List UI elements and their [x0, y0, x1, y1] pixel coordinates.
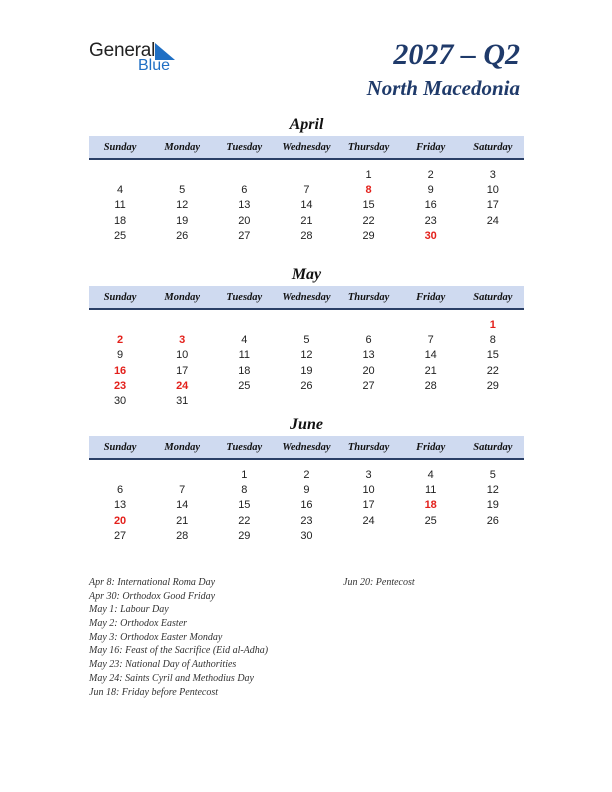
day-cell: 16: [113, 364, 127, 377]
weekday-header: Wednesday: [282, 141, 331, 153]
day-cell: 5: [489, 468, 496, 481]
weekday-header: Monday: [164, 441, 200, 453]
holiday-note: May 23: National Day of Authorities: [89, 659, 237, 671]
week-row: [89, 182, 524, 197]
week-row: [89, 498, 524, 513]
day-cell: 1: [365, 168, 372, 181]
day-cell: 6: [365, 333, 372, 346]
week-row: [89, 348, 524, 363]
day-cell: 26: [486, 514, 499, 527]
day-cell: 11: [114, 199, 126, 212]
calendar-month-june: [89, 416, 524, 543]
day-cell: 1: [489, 318, 496, 331]
day-cell: 26: [300, 379, 313, 392]
calendar-month-may: [89, 266, 524, 409]
day-cell: 17: [486, 199, 499, 212]
day-cell: 22: [486, 364, 499, 377]
day-cell: 13: [362, 349, 375, 362]
day-cell: 22: [238, 514, 251, 527]
week-row: [89, 167, 524, 182]
day-cell: 24: [362, 514, 375, 527]
holiday-note: May 16: Feast of the Sacrifice (Eid al-Adha): [89, 645, 269, 657]
calendar-body: [89, 160, 524, 243]
day-cell: 25: [238, 379, 251, 392]
month-name: June: [290, 416, 323, 433]
day-cell: 3: [489, 168, 496, 181]
weekday-header: Tuesday: [226, 141, 263, 153]
day-cell: 19: [176, 214, 189, 227]
day-cell: 7: [303, 183, 310, 196]
day-cell: 5: [303, 333, 310, 346]
day-cell: 13: [113, 499, 127, 512]
weekday-header: Saturday: [473, 291, 513, 303]
day-cell: 29: [238, 529, 251, 542]
day-cell: 11: [238, 349, 251, 362]
day-cell: 18: [424, 499, 437, 512]
day-cell: 20: [238, 214, 251, 227]
week-row: [89, 393, 524, 408]
holiday-note: Jun 18: Friday before Pentecost: [89, 686, 219, 698]
weekday-header: Wednesday: [282, 441, 331, 453]
day-cell: 29: [486, 379, 499, 392]
week-row: [89, 363, 524, 378]
day-cell: 26: [176, 229, 189, 242]
week-row: [89, 513, 524, 528]
logo: [89, 40, 171, 74]
weekday-header: Friday: [416, 291, 446, 303]
day-cell: 27: [113, 529, 127, 542]
day-cell: 4: [117, 183, 124, 196]
day-cell: 15: [238, 499, 251, 512]
week-row: [89, 467, 524, 482]
day-cell: 29: [362, 229, 375, 242]
day-cell: 2: [117, 333, 124, 346]
holiday-notes-left: [89, 576, 268, 699]
day-cell: 14: [424, 349, 437, 362]
day-cell: 17: [176, 364, 189, 377]
weekday-header: Monday: [164, 141, 200, 153]
day-cell: 10: [176, 349, 189, 362]
weekday-header: Sunday: [103, 441, 137, 453]
month-name: April: [289, 116, 324, 133]
day-cell: 8: [241, 483, 248, 496]
weekday-header: Tuesday: [226, 441, 263, 453]
day-cell: 8: [489, 333, 496, 346]
day-cell: 10: [362, 483, 375, 496]
day-cell: 23: [113, 379, 127, 392]
day-cell: 19: [300, 364, 313, 377]
day-cell: 18: [113, 214, 127, 227]
day-cell: 2: [427, 168, 434, 181]
day-cell: 4: [427, 468, 434, 481]
weekday-header: Friday: [416, 441, 446, 453]
weekday-header: Sunday: [103, 291, 137, 303]
day-cell: 18: [238, 364, 251, 377]
day-cell: 25: [113, 229, 127, 242]
day-cell: 25: [424, 514, 437, 527]
day-cell: 28: [424, 379, 437, 392]
day-cell: 3: [179, 333, 186, 346]
day-cell: 27: [238, 229, 251, 242]
day-cell: 1: [241, 468, 248, 481]
weekday-header: Thursday: [347, 291, 390, 303]
holiday-note: May 24: Saints Cyril and Methodius Day: [89, 672, 254, 684]
day-cell: 28: [300, 229, 313, 242]
day-cell: 19: [486, 499, 499, 512]
day-cell: 20: [113, 514, 127, 527]
day-cell: 15: [362, 199, 375, 212]
day-cell: 11: [424, 483, 437, 496]
calendar-month-april: [89, 116, 524, 243]
day-cell: 24: [176, 379, 189, 392]
day-cell: 23: [300, 514, 313, 527]
holiday-note: Jun 20: Pentecost: [343, 577, 415, 588]
logo-text-blue: Blue: [138, 57, 171, 74]
day-cell: 8: [365, 183, 372, 196]
holiday-note: Apr 30: Orthodox Good Friday: [89, 590, 216, 602]
weekday-header: Sunday: [103, 141, 137, 153]
weekday-header: Friday: [416, 141, 446, 153]
day-cell: 30: [424, 229, 437, 242]
weekday-header: Wednesday: [282, 291, 331, 303]
day-cell: 28: [176, 529, 189, 542]
day-cell: 6: [117, 483, 124, 496]
day-cell: 30: [300, 529, 313, 542]
day-cell: 5: [179, 183, 186, 196]
weekday-header: Thursday: [347, 141, 390, 153]
week-row: [89, 317, 524, 332]
day-cell: 7: [179, 483, 186, 496]
weekday-header: Saturday: [473, 141, 513, 153]
day-cell: 21: [424, 364, 437, 377]
day-cell: 24: [486, 214, 499, 227]
logo-text-general: General: [89, 40, 156, 61]
weekday-header-row: [89, 286, 524, 310]
day-cell: 9: [427, 183, 434, 196]
week-row: [89, 378, 524, 393]
day-cell: 22: [362, 214, 375, 227]
day-cell: 17: [362, 499, 375, 512]
week-row: [89, 332, 524, 347]
day-cell: 9: [303, 483, 310, 496]
holiday-note: May 3: Orthodox Easter Monday: [89, 631, 223, 643]
day-cell: 12: [300, 349, 313, 362]
week-row: [89, 213, 524, 228]
day-cell: 23: [424, 214, 437, 227]
day-cell: 4: [241, 333, 248, 346]
page-title: 2027 – Q2: [393, 38, 520, 71]
holiday-note: Apr 8: International Roma Day: [89, 577, 216, 588]
weekday-header-row: [89, 136, 524, 160]
holiday-note: May 1: Labour Day: [89, 604, 169, 616]
day-cell: 16: [424, 199, 437, 212]
week-row: [89, 528, 524, 543]
holiday-notes-right: [343, 576, 415, 590]
day-cell: 21: [176, 514, 189, 527]
weekday-header-row: [89, 436, 524, 460]
day-cell: 27: [362, 379, 375, 392]
day-cell: 14: [176, 499, 189, 512]
calendar-body: [89, 460, 524, 543]
day-cell: 21: [300, 214, 313, 227]
day-cell: 31: [176, 395, 189, 408]
month-name: May: [291, 266, 322, 283]
day-cell: 12: [176, 199, 189, 212]
day-cell: 30: [113, 395, 127, 408]
day-cell: 12: [486, 483, 499, 496]
day-cell: 9: [117, 349, 124, 362]
day-cell: 3: [365, 468, 372, 481]
day-cell: 6: [241, 183, 248, 196]
day-cell: 16: [300, 499, 313, 512]
day-cell: 15: [486, 349, 499, 362]
weekday-header: Saturday: [473, 441, 513, 453]
week-row: [89, 482, 524, 497]
week-row: [89, 198, 524, 213]
day-cell: 14: [300, 199, 313, 212]
day-cell: 20: [362, 364, 375, 377]
weekday-header: Tuesday: [226, 291, 263, 303]
calendar-body: [89, 310, 524, 409]
day-cell: 2: [303, 468, 310, 481]
page-subtitle: North Macedonia: [366, 76, 520, 100]
day-cell: 10: [486, 183, 499, 196]
weekday-header: Thursday: [347, 441, 390, 453]
holiday-note: May 2: Orthodox Easter: [89, 618, 188, 630]
day-cell: 7: [427, 333, 434, 346]
day-cell: 13: [238, 199, 251, 212]
weekday-header: Monday: [164, 291, 200, 303]
week-row: [89, 228, 524, 243]
